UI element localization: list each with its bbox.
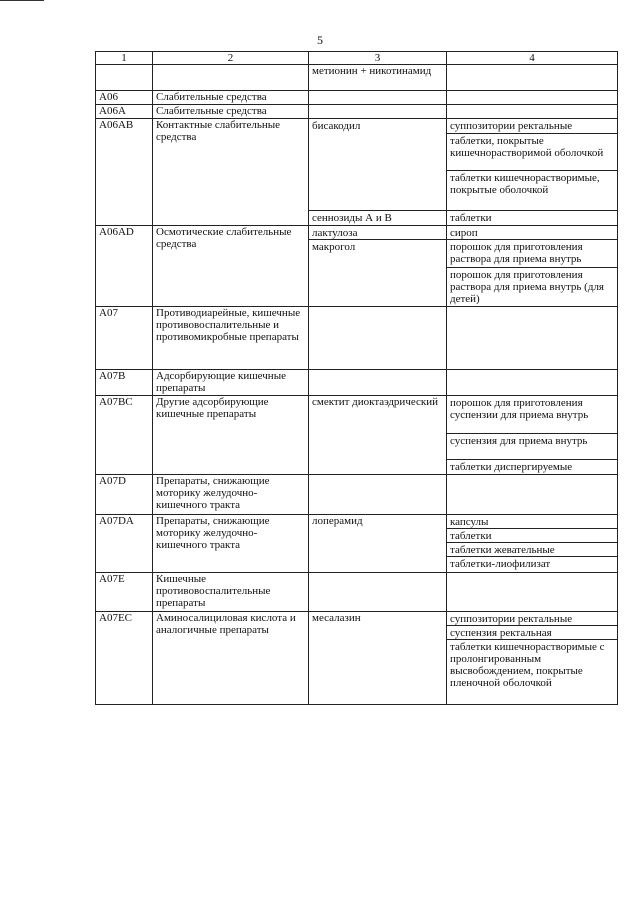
column-header: 4 (447, 52, 618, 65)
table-row (96, 573, 618, 612)
substance (309, 573, 447, 612)
table-header-row (96, 52, 618, 65)
substance (309, 307, 447, 370)
table-row (96, 226, 618, 307)
group-name: Адсорбирующие кишечные препараты (153, 370, 309, 396)
table-row (96, 475, 618, 515)
column-header: 1 (96, 52, 153, 65)
dosage-form-cell (447, 515, 618, 573)
table-row (96, 307, 618, 370)
group-name (153, 65, 309, 91)
group-name: Аминосалициловая кислота и аналогичные препараты (153, 612, 309, 705)
dosage-form: порошок для приготовления раствора для приема внутрь (для детей) (450, 269, 604, 305)
dosage-form: таблетки кишечнорастворимые с пролонгированным высвобождением, покрытые пленочной оболочкой (450, 641, 605, 689)
substance: месалазин (309, 612, 447, 705)
substance: лоперамид (309, 515, 447, 573)
table-row (96, 65, 618, 91)
dosage-form (447, 91, 618, 105)
dosage-form (447, 475, 618, 515)
table-row (96, 515, 618, 573)
group-name: Контактные слабительные средства (153, 119, 309, 226)
table-row (96, 396, 618, 475)
atc-code: A07DA (96, 515, 153, 573)
dosage-form: суспензия ректальная (447, 626, 617, 640)
dosage-form (447, 105, 618, 119)
dosage-form: таблетки кишечнорастворимые, покрытые оболочкой (447, 171, 617, 211)
atc-code: A07E (96, 573, 153, 612)
dosage-form-cell (447, 226, 618, 307)
group-name: Другие адсорбирующие кишечные препараты (153, 396, 309, 475)
substance: сеннозиды А и В (312, 212, 392, 224)
group-name: Препараты, снижающие моторику желудочно-кишечного тракта (153, 515, 309, 573)
dosage-form: суспензия для приема внутрь (447, 434, 617, 460)
dosage-form: таблетки жевательные (447, 543, 617, 557)
column-header: 2 (153, 52, 309, 65)
dosage-form: таблетки (450, 212, 492, 224)
table-row (96, 105, 618, 119)
page-number: 5 (317, 33, 323, 47)
dosage-form (447, 307, 618, 370)
atc-code: A06AB (96, 119, 153, 226)
group-name: Препараты, снижающие моторику желудочно-кишечного тракта (153, 475, 309, 515)
group-name: Осмотические слабительные средства (153, 226, 309, 307)
dosage-form: таблетки диспергируемые (450, 461, 573, 473)
dosage-form (447, 65, 618, 91)
atc-code (96, 65, 153, 91)
atc-code: A07B (96, 370, 153, 396)
dosage-form (447, 370, 618, 396)
dosage-form: суппозитории ректальные (447, 119, 617, 134)
dosage-form: таблетки (447, 529, 617, 543)
table-row (96, 370, 618, 396)
substance: бисакодил (309, 119, 446, 211)
dosage-form: суппозитории ректальные (447, 612, 617, 626)
substance (309, 475, 447, 515)
atc-code: A07EC (96, 612, 153, 705)
substance: смектит диоктаэдрический (309, 396, 447, 475)
group-name: Слабительные средства (153, 91, 309, 105)
atc-code: A07BC (96, 396, 153, 475)
dosage-form-cell (447, 119, 618, 226)
dosage-form: сироп (447, 226, 617, 240)
dosage-form: таблетки-лиофилизат (450, 558, 551, 570)
dosage-form-cell (447, 396, 618, 475)
substance: метионин + никотинамид (309, 65, 447, 91)
atc-code: A06A (96, 105, 153, 119)
atc-code: A07D (96, 475, 153, 515)
atc-code: A07 (96, 307, 153, 370)
group-name: Кишечные противовоспалительные препараты (153, 573, 309, 612)
table-row (96, 119, 618, 226)
table-row (96, 612, 618, 705)
atc-code: A06AD (96, 226, 153, 307)
dosage-form: порошок для приготовления раствора для приема внутрь (447, 240, 617, 268)
substance (309, 370, 447, 396)
group-name: Слабительные средства (153, 105, 309, 119)
dosage-form-cell (447, 612, 618, 705)
dosage-form: таблетки, покрытые кишечнорастворимой оболочкой (447, 134, 617, 171)
dosage-form: капсулы (447, 515, 617, 529)
dosage-form: порошок для приготовления суспензии для приема внутрь (447, 396, 617, 434)
substance-cell (309, 119, 447, 226)
column-header: 3 (309, 52, 447, 65)
table-row (96, 91, 618, 105)
substance (309, 91, 447, 105)
substance-cell (309, 226, 447, 307)
top-rule (0, 0, 44, 1)
substance: лактулоза (309, 226, 446, 240)
group-name: Противодиарейные, кишечные противовоспалительные и противомикробные препараты (153, 307, 309, 370)
dosage-form (447, 573, 618, 612)
substance (309, 105, 447, 119)
substance: макрогол (312, 241, 356, 253)
atc-code: A06 (96, 91, 153, 105)
drug-classification-table (95, 51, 618, 705)
